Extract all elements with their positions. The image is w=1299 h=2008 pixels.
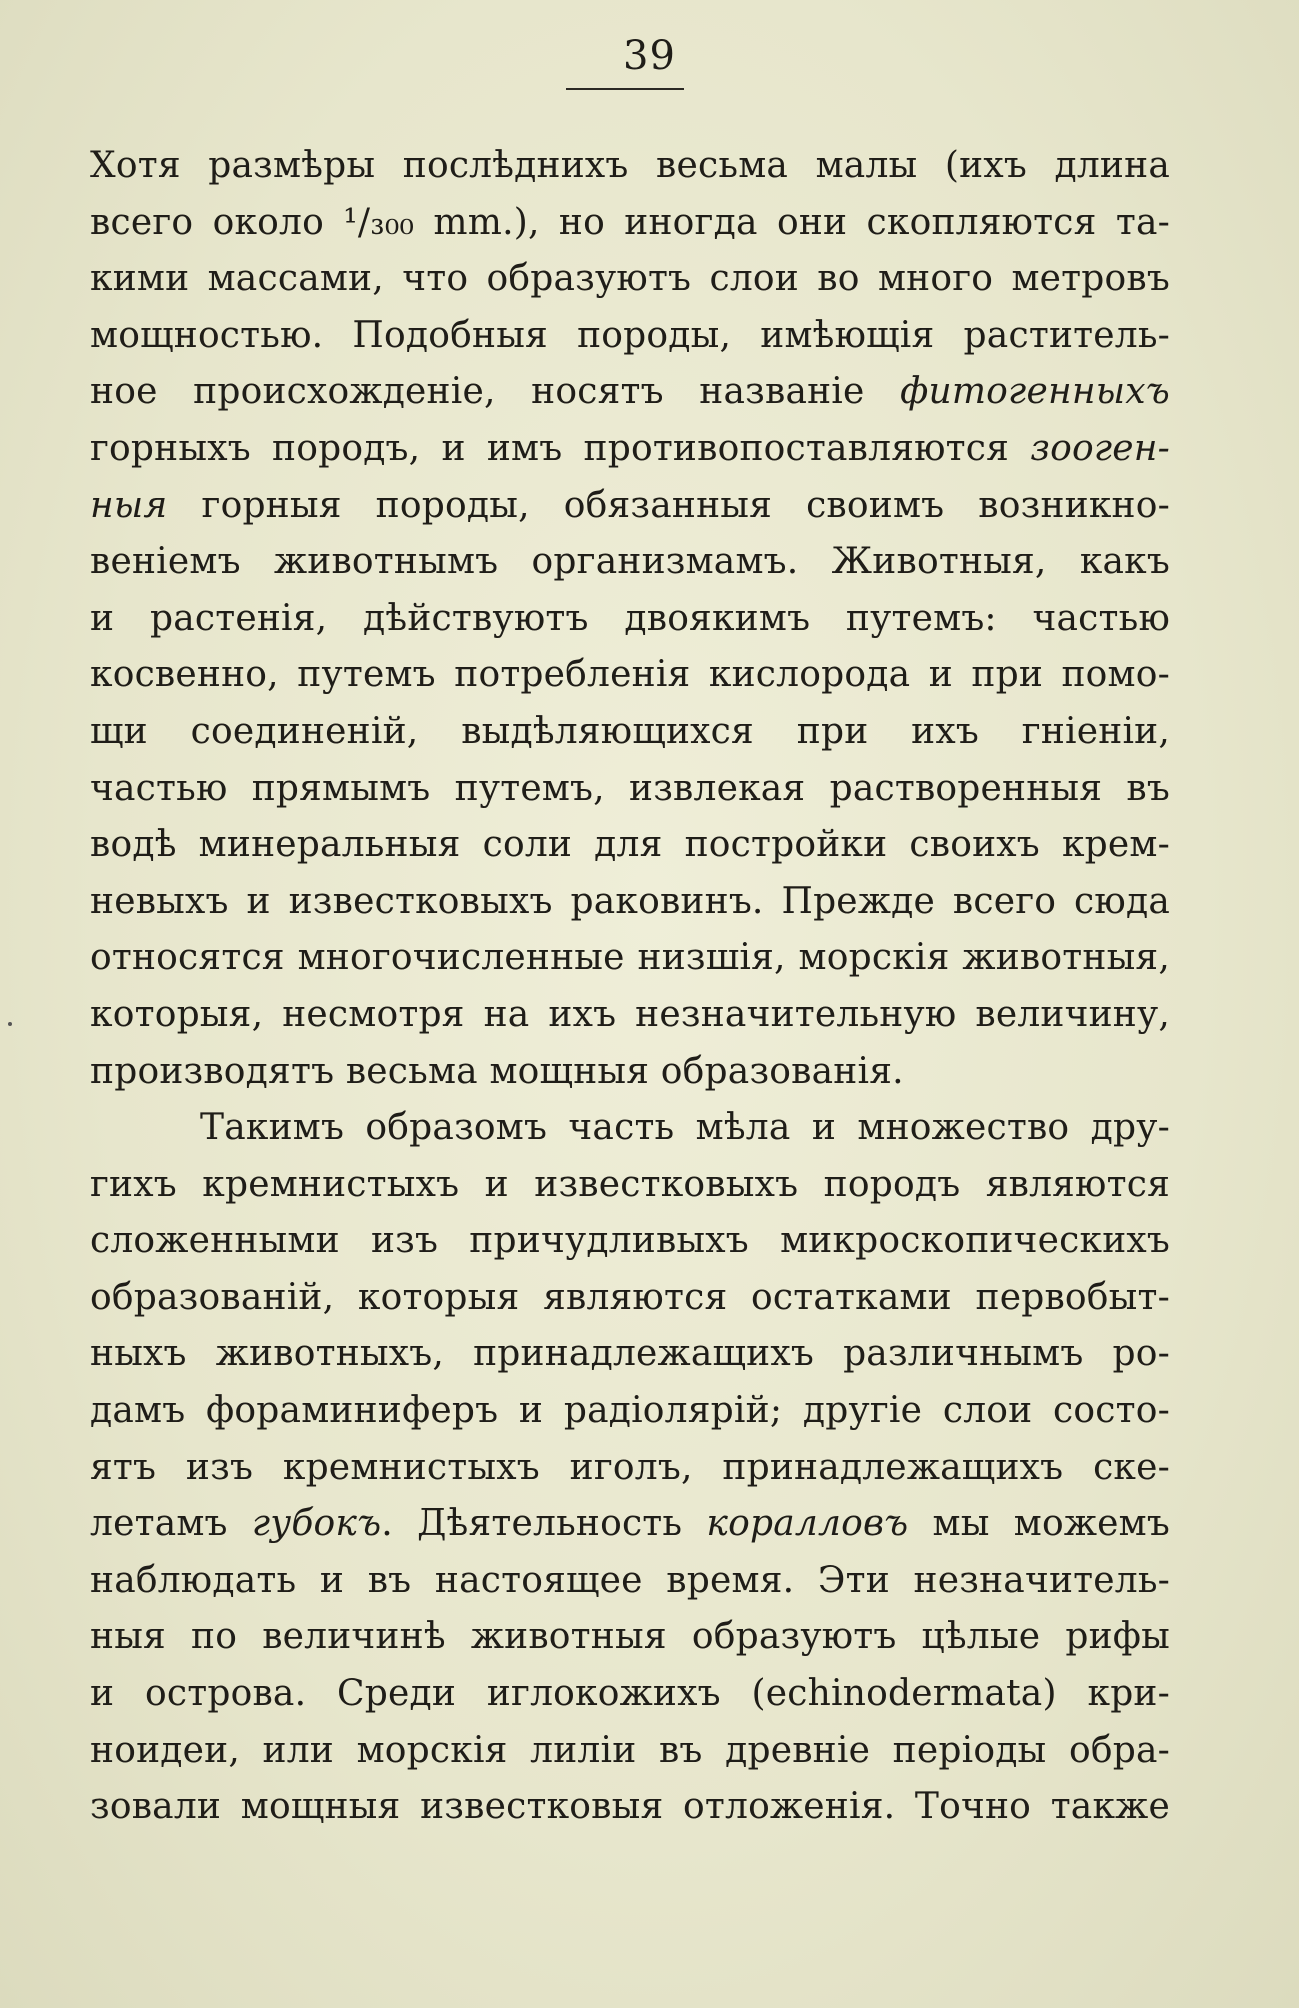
text-line: ныя по величинѣ животныя образуютъ цѣлые рифы	[90, 1616, 1170, 1658]
text-line: косвенно, путемъ потребленія кислорода и при помо-	[90, 654, 1170, 696]
text-line: горныхъ породъ, и имъ противопоставляются зооген-	[90, 427, 1170, 469]
text-line: и острова. Среди иглокожихъ (echinodermata) кри-	[90, 1673, 1170, 1715]
italic-term: фитогенныхъ	[900, 371, 1170, 413]
body-text	[90, 138, 1170, 1836]
text-line: невыхъ и известковыхъ раковинъ. Прежде всего сюда	[90, 880, 1170, 922]
italic-term: зооген-	[1030, 427, 1170, 469]
text-line: зовали мощныя известковыя отложенія. Точно также	[90, 1786, 1170, 1828]
italic-term: коралловъ	[706, 1503, 909, 1545]
text-line: ятъ изъ кремнистыхъ иголъ, принадлежащихъ ске-	[90, 1446, 1170, 1488]
text-line: веніемъ животнымъ организмамъ. Животныя, какъ	[90, 541, 1170, 583]
text-line: сложенными изъ причудливыхъ микроскопическихъ	[90, 1220, 1170, 1262]
text-line: мощностью. Подобныя породы, имѣющія раститель-	[90, 314, 1170, 356]
text-line: ноидеи, или морскія лиліи въ древніе періоды обра-	[90, 1729, 1170, 1771]
text-line: Хотя размѣры послѣднихъ весьма малы (ихъ длина	[90, 145, 1170, 186]
page-number-rule	[566, 88, 684, 90]
text-line: производятъ весьма мощныя образованія.	[90, 1050, 904, 1092]
text-line: дамъ фораминиферъ и радіолярій; другіе слои состо-	[90, 1390, 1170, 1432]
text-line: гихъ кремнистыхъ и известковыхъ породъ являются	[90, 1163, 1170, 1205]
text-line: ныхъ животныхъ, принадлежащихъ различнымъ ро-	[90, 1333, 1170, 1375]
text-line: частью прямымъ путемъ, извлекая растворенныя въ	[90, 767, 1170, 809]
page-number: 39	[623, 33, 676, 79]
text-line: которыя, несмотря на ихъ незначительную величину,	[90, 993, 1170, 1035]
text-line: всего около ¹/₃₀₀ mm.), но иногда они скопляются та-	[90, 201, 1170, 243]
text-line: относятся многочисленные низшія, морскія животныя,	[90, 937, 1170, 979]
paper-speck	[8, 1022, 12, 1026]
text-line: образованій, которыя являются остатками первобыт-	[90, 1276, 1170, 1318]
italic-term: ныя	[90, 484, 168, 526]
text-line: щи соединеній, выдѣляющихся при ихъ гніеніи,	[90, 710, 1170, 752]
text-line: Такимъ образомъ часть мѣла и множество дру-	[200, 1107, 1170, 1149]
text-line: и растенія, дѣйствуютъ двоякимъ путемъ: частью	[90, 597, 1170, 639]
text-line: ныя горныя породы, обязанныя своимъ возникно-	[90, 484, 1170, 526]
text-line: кими массами, что образуютъ слои во много метровъ	[90, 258, 1170, 300]
text-line: летамъ губокъ. Дѣятельность коралловъ мы можемъ	[90, 1503, 1170, 1545]
text-line: наблюдать и въ настоящее время. Эти незначитель-	[90, 1559, 1170, 1601]
text-line: водѣ минеральныя соли для постройки своихъ крем-	[90, 824, 1170, 866]
italic-term: губокъ	[251, 1503, 382, 1545]
text-line: ное происхожденіе, носятъ названіе фитогенныхъ	[90, 371, 1170, 413]
